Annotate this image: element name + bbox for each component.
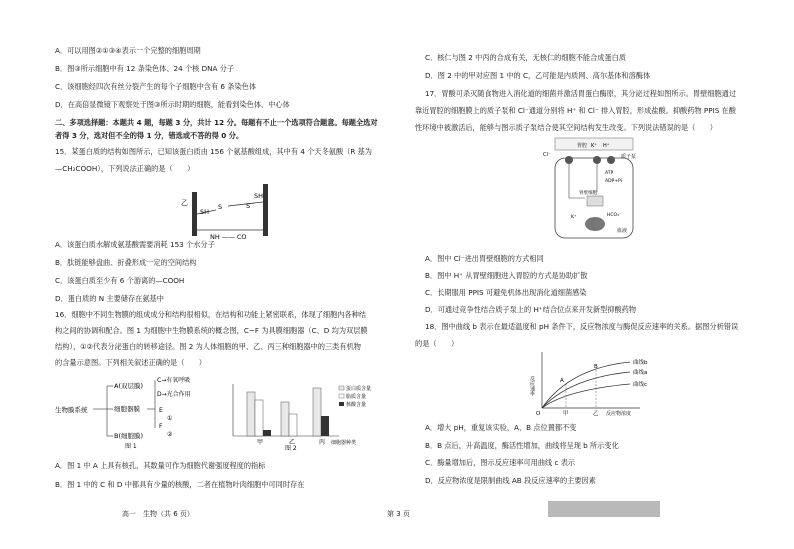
lbl-pump: 质子泵	[621, 154, 637, 160]
q18-option-d: D．反应物浓度是限制曲线 AB 段反应速率的主要因素	[425, 476, 596, 485]
bar-yi-lipid	[289, 414, 297, 436]
q16-option-b: B．图 1 中的 C 和 D 中都具有少量的核酸，二者在植物叶肉细胞中可同时存在	[55, 480, 305, 489]
q16-option-d: D．图 2 中的甲对应图 1 中的 C，乙可能是内质网、高尔基体和溶酶体	[425, 71, 651, 80]
q16-stem-line4: 的含量示意图。下列相关叙述正确的是（ ）	[55, 358, 206, 367]
label-s-2: S	[246, 202, 251, 210]
bar-jia-protein	[247, 392, 255, 436]
q17-option-d: D．可通过竞争性结合质子泵上的 H⁺结合位点来开发新型抑酸药物	[425, 305, 637, 314]
lbl-blood: 血液	[617, 228, 628, 234]
lbl-lumen: 胃腔	[577, 143, 588, 149]
q18-stem-line1: 18．图中曲线 b 表示在最适温度和 pH 条件下，反应物浓度与酶促反应速率的关系。据图分析错误	[425, 322, 739, 331]
q17-stem-line2: 靠近胃腔的细胞膜上的质子泵和 Cl⁻通道分别将 H⁺ 和 Cl⁻ 排入胃腔，形成盐酸。抑酸药物 PPIS 在酸	[415, 106, 736, 115]
legend-swatch-lipid	[339, 394, 344, 398]
q14-option-c: C．该细胞经四次有丝分裂产生的每个子细胞中含有 6 条染色体	[55, 82, 257, 91]
q18-stem-line2: 的是（ ）	[415, 339, 459, 348]
legend-nucleic: 核酸含量	[346, 402, 367, 408]
cl-channel	[565, 156, 573, 164]
fig1-node-c: 细胞器膜	[114, 405, 140, 413]
proton-pump	[593, 156, 601, 164]
fig2-xlabel: 细胞器种类	[331, 440, 357, 446]
q15-option-d: D．蛋白质的 N 主要储存在氨基中	[55, 294, 164, 303]
fig2-cat-bing: 丙	[319, 439, 326, 446]
fig1-root: 生物膜系统	[55, 406, 88, 414]
right-footer: 第 3 页	[387, 510, 410, 518]
legend-swatch-protein	[339, 386, 344, 390]
bar-bing-protein	[313, 388, 321, 436]
q18-xlabel: 反应物浓度	[606, 411, 632, 417]
label-sh-2: SH	[254, 192, 264, 200]
bar-jia-lipid	[255, 400, 263, 436]
curve-b-path	[542, 362, 630, 408]
lbl-k2: K⁺	[571, 215, 577, 220]
lbl-hco3: HCO₃⁻	[607, 213, 622, 218]
lbl-h: H⁺	[603, 143, 610, 149]
section2-heading-line1: 二、多项选择题：本题共 4 题，每题 3 分，共计 12 分。每题有不止一个选项符合题意。每题全选对	[55, 118, 378, 127]
legend-swatch-nucleic	[339, 402, 344, 406]
fig1-node-b: B(细胞膜)	[114, 432, 144, 440]
q18-x-jia: 甲	[563, 411, 569, 417]
q18-ylabel: 反应速率	[529, 376, 535, 396]
bar-jia-nucleic	[263, 430, 271, 436]
label-s: S	[218, 203, 223, 211]
q17-option-c: C．长期服用 PPIS 可避免机体出现消化道细菌感染	[425, 288, 587, 297]
fig1-node-a: A(双层膜)	[114, 382, 144, 390]
q16-stem-line3: 结构），①②代表分泌蛋白的转移途径。图 2 为人体细胞的甲、乙、丙三种细胞器中的三类有机物	[55, 342, 361, 351]
k-channel	[607, 156, 615, 164]
q16-stem-line1: 16．细胞中不同生物膜的组成成分和结构很相似，在结构和功能上紧密联系，体现了细胞内各种结	[55, 310, 367, 319]
q17-stem-line1: 17．胃酸可杀灭随食物进入消化道的细菌并激活胃蛋白酶原，其分泌过程如图所示。胃壁细胞通过	[425, 89, 737, 98]
curve-a-path	[542, 372, 630, 408]
q16-stem-line2: 构之间的协调和配合。图 1 为细胞中生物膜系统的概念图，C~F 为具膜细胞器（C、D 均为双层膜	[55, 326, 368, 335]
lbl-adp: ADP+Pi	[605, 179, 622, 184]
fig2-caption: 图 2	[285, 445, 297, 452]
q15-protein-figure	[180, 180, 290, 242]
q14-option-a: A．可以用图②①③④表示一个完整的细胞周期	[55, 46, 201, 55]
q16-figure2-bar-chart	[227, 380, 377, 450]
q17-option-b: B．图中 H⁺ 从胃壁细胞进入胃腔的方式是协助扩散	[425, 271, 588, 280]
fig1-num-1: ①	[167, 415, 173, 422]
q18-origin: O	[536, 411, 541, 417]
label-sh: SH	[200, 208, 210, 216]
q18-curve-b: 曲线b	[633, 360, 648, 366]
q18-pt-b: B	[594, 364, 598, 370]
lbl-cl: Cl⁻	[543, 152, 551, 158]
label-nhco: NH —— CO	[210, 233, 247, 241]
q18-option-a: A．增大 pH，重复该实验，A、B 点位置都不变	[425, 423, 577, 432]
q15-option-c: C．该蛋白质至少有 6 个游离的—COOH	[55, 276, 185, 285]
q18-pt-a: A	[560, 378, 564, 384]
fig1-node-e: C→有氧呼吸	[157, 377, 191, 384]
lbl-k1: K⁺	[591, 143, 597, 149]
enzyme-box	[587, 196, 603, 206]
fig1-node-g: E	[159, 407, 163, 414]
q16-figure1-concept-map	[55, 372, 215, 450]
left-footer: 高一 生物（共 6 页）	[122, 510, 194, 518]
legend-lipid: 脂质含量	[346, 394, 367, 400]
q18-curve-c: 曲线c	[633, 382, 648, 388]
q15-option-b: B．肽链能够盘曲、折叠形成一定的空间结构	[55, 258, 197, 267]
q17-stem-line3: 性环境中被激活后，能够与图示质子泵结合使其空间结构发生改变。下列说法错误的是（ ）	[415, 123, 717, 132]
q15-stem-line1: 15．某蛋白质的结构如图所示，已知该蛋白质由 156 个氨基酸组成，其中有 4 个天冬氨酸（R 基为	[55, 147, 372, 156]
q18-option-b: B．B 点后，升高温度，酶活性增加，曲线将呈现 b 所示变化	[425, 441, 619, 450]
bar-yi-protein	[281, 402, 289, 436]
q16-option-a: A．图 1 中 A 上具有核孔，其数量可作为细胞代谢强度程度的指标	[55, 461, 266, 470]
peptide-chain-right	[263, 184, 268, 236]
label-zuo: 乙	[181, 199, 188, 207]
bar-bing-nucleic	[321, 416, 329, 436]
fig1-num-2: ②	[167, 431, 173, 438]
lbl-cell: 胃壁细胞	[579, 191, 597, 196]
redaction-box	[548, 501, 660, 517]
fig2-cat-jia: 甲	[257, 439, 264, 446]
q18-curve-a: 曲线a	[633, 370, 648, 376]
legend-protein: 蛋白质含量	[346, 386, 372, 392]
q18-x-yi: 乙	[593, 411, 599, 417]
q17-parietal-cell-figure	[535, 136, 650, 246]
q17-option-a: A．图中 Cl⁻进出胃壁细胞的方式相同	[425, 254, 544, 263]
fig1-node-h: F	[159, 423, 163, 430]
q14-option-d: D．在高倍显微镜下观察处于图③所示时期的细胞，能看到染色体、中心体	[55, 100, 290, 109]
q16-option-c: C．核仁与图 2 中丙的合成有关，无核仁的细胞不能合成蛋白质	[425, 53, 627, 62]
q14-option-b: B．图③所示细胞中有 12 条染色体、24 个核 DNA 分子	[55, 64, 235, 73]
fig1-caption: 图 1	[125, 443, 137, 450]
lbl-atp: ATP	[605, 171, 614, 176]
q15-stem-line2: —CH₂COOH），下列说法正确的是（ ）	[55, 164, 195, 173]
peptide-chain-left	[192, 192, 197, 236]
fig2-cat-yi: 乙	[289, 439, 296, 446]
exchanger-bottom	[585, 217, 605, 231]
q18-enzyme-rate-graph	[530, 348, 670, 418]
section2-heading-line2: 者得 3 分，选对但不全的得 1 分，错选或不答的得 0 分。	[55, 131, 244, 140]
q18-option-c: C．酶量增加后，图示反应速率可用曲线 c 表示	[425, 458, 576, 467]
fig1-node-f: D→光合作用	[157, 391, 191, 398]
q15-option-a: A．该蛋白质水解成氨基酸需要消耗 153 个水分子	[55, 240, 215, 249]
